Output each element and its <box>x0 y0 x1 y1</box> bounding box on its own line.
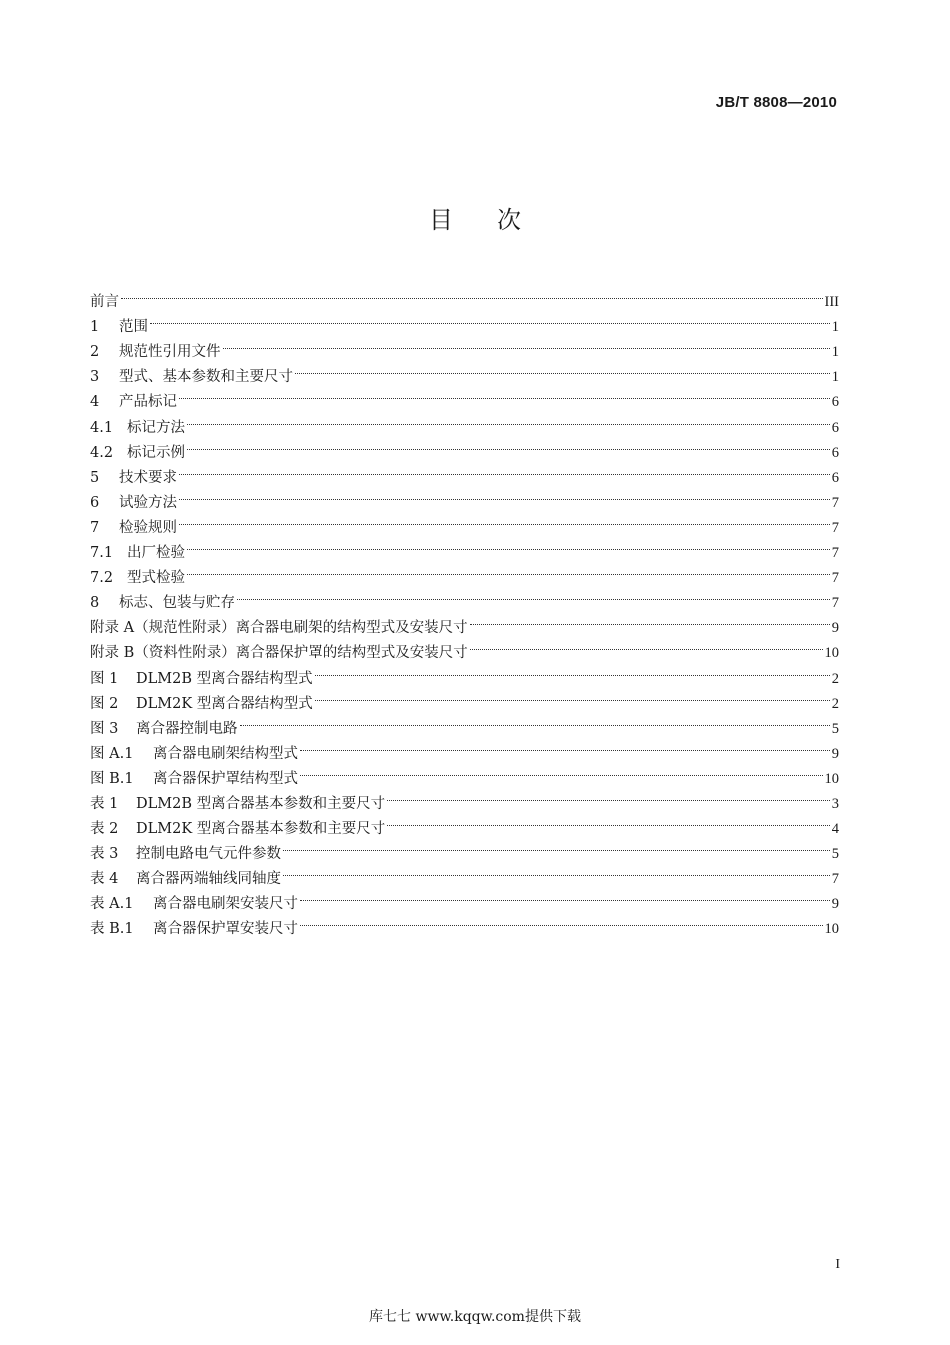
toc-entry-label: 技术要求 <box>119 469 177 486</box>
toc-entry[interactable] <box>90 432 839 461</box>
toc-entry-number: 图 B.1 <box>90 770 134 787</box>
page-number: I <box>835 1257 840 1272</box>
dot-leader <box>223 331 830 356</box>
toc-entry-page: 10 <box>824 645 839 662</box>
toc-entry-label: DLM2B 型离合器结构型式 <box>136 670 313 687</box>
toc-entry-number: 表 4 <box>90 871 119 888</box>
dot-leader <box>387 808 829 833</box>
toc-entry-number: 1 <box>90 319 100 336</box>
toc-entry-page: 10 <box>824 921 839 938</box>
dot-leader <box>179 457 830 482</box>
toc-entry-number: 图 2 <box>90 695 119 712</box>
dot-leader <box>150 306 830 331</box>
page-title: 目次 <box>429 206 565 234</box>
toc-entry-number: 图 3 <box>90 720 119 737</box>
toc-entry-page: 5 <box>831 846 839 863</box>
toc-entry-label: DLM2B 型离合器基本参数和主要尺寸 <box>136 795 386 812</box>
toc-entry-label: 检验规则 <box>119 519 177 536</box>
dot-leader <box>283 833 830 858</box>
toc-entry-label: 控制电路电气元件参数 <box>136 846 281 863</box>
toc-entry-number: 4 <box>90 394 100 411</box>
toc-entry-label: 标志、包装与贮存 <box>119 595 235 612</box>
toc-entry-number: 4.2 <box>90 444 114 461</box>
toc-entry-number: 表 1 <box>90 795 119 812</box>
toc-entry-page: 1 <box>831 344 839 361</box>
toc-entry-number: 5 <box>90 469 100 486</box>
toc-entry[interactable] <box>90 532 839 562</box>
dot-leader <box>470 632 823 657</box>
toc-entry-page: 4 <box>831 821 839 838</box>
toc-entry-page: 6 <box>831 419 839 436</box>
toc-entry-number: 4.1 <box>90 419 114 436</box>
toc-entry-number: 6 <box>90 494 100 511</box>
toc-entry-number: 7 <box>90 519 100 536</box>
toc-entry-page: 1 <box>831 369 839 386</box>
dot-leader <box>179 507 830 532</box>
toc-entry-number: 8 <box>90 595 100 612</box>
dot-leader <box>121 281 823 306</box>
toc-entry-label: 离合器电刷架安装尺寸 <box>153 896 298 913</box>
toc-entry-number: 图 1 <box>90 670 119 687</box>
dot-leader <box>387 783 830 808</box>
toc-entry-page: 7 <box>831 545 839 562</box>
dot-leader <box>300 733 830 758</box>
toc-entry-number: 7.2 <box>90 570 114 587</box>
toc-entry-page: 9 <box>831 745 839 762</box>
toc-entry-number: 表 2 <box>90 821 119 838</box>
toc-entry-label: 型式检验 <box>127 570 185 587</box>
download-credit: 库七七 www.kqqw.com提供下载 <box>369 1309 581 1325</box>
toc-entry-page: 9 <box>831 620 839 637</box>
dot-leader <box>187 557 830 582</box>
toc-entry-page: 9 <box>831 896 839 913</box>
toc-entry-number: 表 B.1 <box>90 921 134 938</box>
toc-entry[interactable] <box>90 306 839 336</box>
toc-entry-label: DLM2K 型离合器基本参数和主要尺寸 <box>136 821 386 838</box>
dot-leader <box>179 482 830 507</box>
dot-leader <box>240 708 830 733</box>
toc-entry-label: 离合器控制电路 <box>136 720 238 737</box>
toc-entry-label: 标记方法 <box>127 419 185 436</box>
standard-code: JB/T 8808—2010 <box>715 94 837 111</box>
dot-leader <box>237 582 830 607</box>
toc-entry-label: 型式、基本参数和主要尺寸 <box>119 369 293 386</box>
toc-entry[interactable] <box>90 331 839 361</box>
toc-entry[interactable] <box>90 582 839 612</box>
toc-entry-label: 前言 <box>90 294 119 311</box>
toc-entry-number: 2 <box>90 344 100 361</box>
toc-entry-page: 7 <box>831 570 839 587</box>
toc-entry[interactable] <box>90 557 839 587</box>
toc-entry-label: 产品标记 <box>119 394 177 411</box>
toc-entry-label: 试验方法 <box>119 494 177 511</box>
toc-entry-label: 离合器保护罩安装尺寸 <box>153 921 298 938</box>
toc-entry-label: 范围 <box>119 319 148 336</box>
toc-entry-page: 5 <box>831 720 839 737</box>
dot-leader <box>300 908 823 933</box>
toc-entry[interactable] <box>90 381 839 411</box>
toc-entry-label: 标记示例 <box>127 444 185 461</box>
toc-entry-label: DLM2K 型离合器结构型式 <box>136 695 313 712</box>
toc-entry[interactable] <box>90 482 839 511</box>
dot-leader <box>300 758 823 783</box>
toc-entry[interactable] <box>90 457 839 486</box>
dot-leader <box>315 657 830 682</box>
toc-entry-label: 规范性引用文件 <box>119 344 221 361</box>
toc-entry-number: 表 A.1 <box>90 896 134 913</box>
dot-leader <box>187 406 830 431</box>
toc-entry-page: 7 <box>831 494 839 511</box>
toc-entry-page: 6 <box>831 444 839 461</box>
dot-leader <box>179 381 830 406</box>
toc-entry-page: 7 <box>831 595 839 612</box>
toc-entry-label: 离合器电刷架结构型式 <box>153 745 298 762</box>
toc-entry-page: 6 <box>831 394 839 411</box>
toc-entry-number: 图 A.1 <box>90 745 134 762</box>
dot-leader <box>283 858 830 883</box>
dot-leader <box>187 532 830 557</box>
table-of-contents <box>90 281 839 938</box>
toc-entry-page: III <box>824 294 839 311</box>
toc-entry-page: 2 <box>831 670 839 687</box>
toc-entry-number: 7.1 <box>90 545 114 562</box>
dot-leader <box>295 356 830 381</box>
toc-entry-label: 附录 B（资料性附录）离合器保护罩的结构型式及安装尺寸 <box>90 645 468 662</box>
toc-entry-number: 表 3 <box>90 846 119 863</box>
toc-entry-page: 2 <box>831 695 839 712</box>
toc-entry-page: 10 <box>824 770 839 787</box>
toc-entry-label: 附录 A（规范性附录）离合器电刷架的结构型式及安装尺寸 <box>90 620 468 637</box>
toc-entry-page: 7 <box>831 519 839 536</box>
dot-leader <box>300 883 830 908</box>
toc-entry-number: 3 <box>90 369 100 386</box>
dot-leader <box>187 432 830 457</box>
toc-entry-page: 1 <box>831 319 839 336</box>
toc-entry-page: 3 <box>831 795 839 812</box>
dot-leader <box>470 607 830 632</box>
toc-entry-label: 离合器两端轴线同轴度 <box>136 871 281 888</box>
toc-entry-label: 离合器保护罩结构型式 <box>153 770 298 787</box>
toc-entry[interactable] <box>90 507 839 536</box>
toc-entry-page: 7 <box>831 871 839 888</box>
toc-entry-label: 出厂检验 <box>127 545 185 562</box>
dot-leader <box>315 683 830 708</box>
toc-entry[interactable] <box>90 406 839 436</box>
toc-entry[interactable] <box>90 281 839 311</box>
toc-entry-page: 6 <box>831 469 839 486</box>
